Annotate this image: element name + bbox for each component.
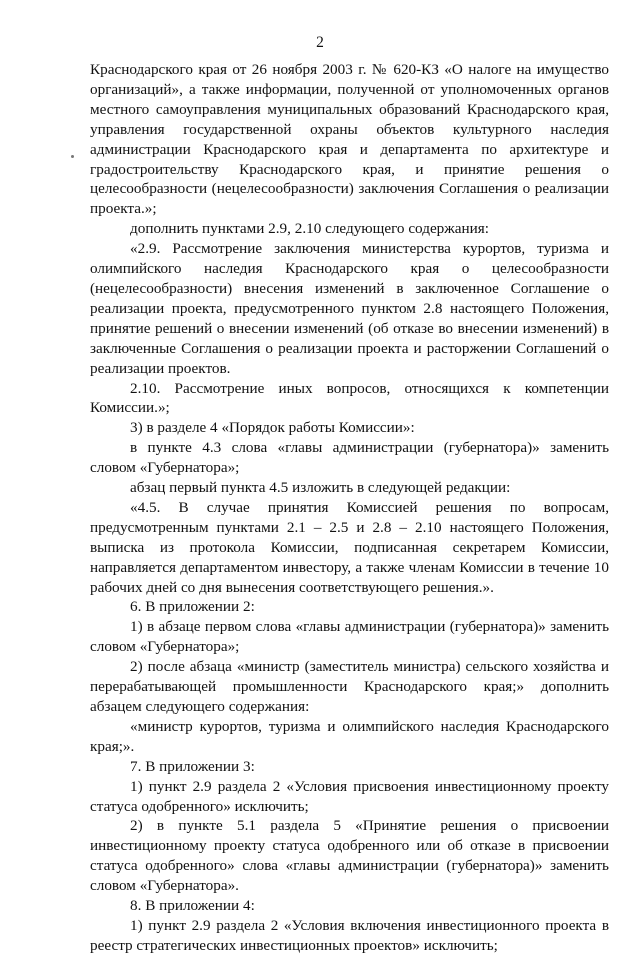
paragraph-appendix-3-item-1: 1) пункт 2.9 раздела 2 «Условия присвоения инвестиционному проекту статуса одобренного» исключить; <box>90 777 609 815</box>
paragraph-clause-2-9: «2.9. Рассмотрение заключения министерства курортов, туризма и олимпийского наследия Краснодарского края о целесообразности (нецелесообразности) внесения изменений в заключенное Соглашение о реализации проекта, предусмотренного пунктом 2.8 настоящего Положения, принятие решений о внесении изменений (об отказе во внесении изменений) в заключенные Соглашения о реализации проекта и расторжении Соглашений о реализации проектов. <box>90 240 609 377</box>
scan-speck <box>71 155 74 158</box>
page-number: 2 <box>316 34 324 51</box>
paragraph-clause-4-5-intro: абзац первый пункта 4.5 изложить в следующей редакции: <box>130 479 511 497</box>
paragraph-appendix-2: 6. В приложении 2: <box>130 598 255 616</box>
paragraph-clause-4-3: в пункте 4.3 слова «главы администрации (губернатора)» заменить словом «Губернатора»; <box>90 439 609 477</box>
paragraph-appendix-2-item-1: 1) в абзаце первом слова «главы администрации (губернатора)» заменить словом «Губернатора»; <box>90 618 609 656</box>
paragraph-appendix-3-item-2: 2) в пункте 5.1 раздела 5 «Принятие решения о присвоении инвестиционному проекту статуса одобренного или об отказе в присвоении статуса одобренного» слова «главы администрации (губернатора)» заменить словом «Губернатора». <box>90 817 609 895</box>
paragraph-appendix-3: 7. В приложении 3: <box>130 757 255 775</box>
paragraph-appendix-2-item-2: 2) после абзаца «министр (заместитель министра) сельского хозяйства и перерабатывающей промышленности Краснодарского края;» дополнить абзацем следующего содержания: <box>90 658 609 715</box>
paragraph-appendix-2-new-line: «министр курортов, туризма и олимпийского наследия Краснодарского края;». <box>90 717 609 755</box>
paragraph-continuation: Краснодарского края от 26 ноября 2003 г. № 620-КЗ «О налоге на имущество организаций», а также информации, полученной от уполномоченных органов местного самоуправления муниципальных образований Краснодарского края, управления государственной охраны объектов культурного наследия администрации Краснодарского края и департамента по архитектуре и градостроительству Краснодарского края, и принятие решения о целесообразности (нецелесообразности) заключения Соглашения о реализации проекта.»; <box>90 61 609 218</box>
paragraph-add-clauses: дополнить пунктами 2.9, 2.10 следующего содержания: <box>130 220 489 238</box>
paragraph-clause-4-5: «4.5. В случае принятия Комиссией решения по вопросам, предусмотренным пунктами 2.1 – 2.5 и 2.8 – 2.10 настоящего Положения, выписка из протокола Комиссии, подписанная секретарем Комиссии, направляется департаментом инвестору, а также членам Комиссии в течение 10 рабочих дней со дня вынесения соответствующего решения.». <box>90 498 609 596</box>
paragraph-section-4: 3) в разделе 4 «Порядок работы Комиссии»: <box>130 419 415 437</box>
paragraph-appendix-4: 8. В приложении 4: <box>130 897 255 915</box>
paragraph-clause-2-10: 2.10. Рассмотрение иных вопросов, относящихся к компетенции Комиссии.»; <box>90 379 609 417</box>
paragraph-appendix-4-item-1: 1) пункт 2.9 раздела 2 «Условия включения инвестиционного проекта в реестр стратегических инвестиционных проектов» исключить; <box>90 916 609 954</box>
document-body <box>90 60 609 956</box>
